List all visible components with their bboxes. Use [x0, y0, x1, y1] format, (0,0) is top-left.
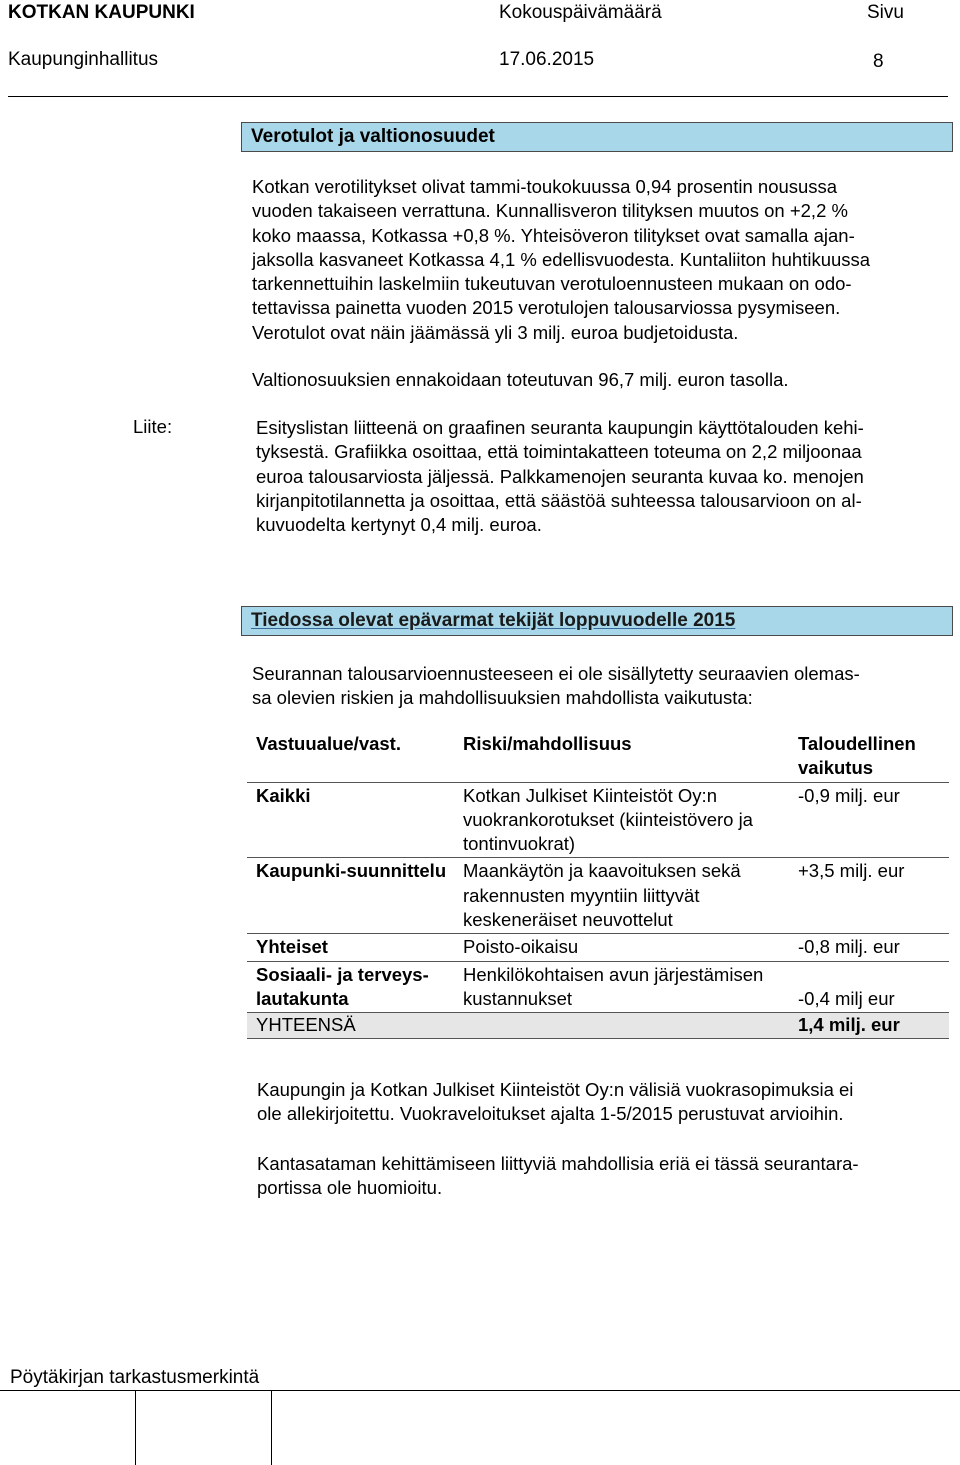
text-line: sa olevien riskien ja mahdollisuuksien mahdollista vaikutusta: [252, 687, 753, 709]
text-line: jaksolla kasvaneet Kotkassa 4,1 % edellisvuodesta. Kuntaliiton huhtikuussa [252, 248, 871, 270]
text-line: Seurannan talousarvioennusteeseen ei ole sisällytetty seuraavien olemas- [252, 663, 860, 684]
text-line: Valtionosuuksien ennakoidaan toteutuvan 96,7 milj. euron tasolla. [252, 369, 789, 390]
lease-note [257, 1078, 947, 1127]
organization-name: KOTKAN KAUPUNKI [8, 2, 195, 23]
body-name: Kaupunginhallitus [8, 49, 159, 70]
header-divider [8, 96, 948, 97]
table-header-row [247, 731, 949, 782]
section-heading-tax-revenue: Verotulot ja valtionosuudet [241, 122, 953, 152]
cell-area: Kaupunki-suunnittelu [247, 858, 454, 934]
text-line: tarkennettuihin laskelmiin tukeutuvan verotuloennusteen mukaan on odo- [252, 273, 852, 295]
attachment-paragraph [256, 416, 946, 537]
cell-risk: Henkilökohtaisen avun järjestämisen kustannukset [454, 961, 788, 1013]
section-heading-uncertainties: Tiedossa olevat epävarmat tekijät loppuvuodelle 2015 [241, 606, 953, 636]
text-line: koko maassa, Kotkassa +0,8 %. Yhteisöveron tilitykset ovat samalla ajan- [252, 224, 855, 246]
cell-area: Kaikki [247, 782, 454, 858]
text-line: kirjanpitotilannetta ja osoittaa, että säästöä suhteessa talousarvioon on al- [256, 489, 862, 511]
column-header-risk: Riski/mahdollisuus [463, 733, 632, 754]
total-impact: 1,4 milj. eur [788, 1013, 949, 1038]
table-total-row [247, 1013, 949, 1038]
cell-impact: -0,4 milj eur [798, 987, 895, 1009]
page-number: 8 [873, 51, 884, 72]
text-line: Kaupungin ja Kotkan Julkiset Kiinteistöt Oy:n välisiä vuokrasopimuksia ei [257, 1079, 854, 1100]
tax-paragraph [252, 175, 942, 345]
table-row [247, 961, 949, 1013]
total-label: YHTEENSÄ [247, 1013, 454, 1038]
total-empty-cell [454, 1013, 788, 1038]
cell-impact: -0,9 milj. eur [788, 782, 949, 858]
cell-impact: +3,5 milj. eur [788, 858, 949, 934]
cell-area: Yhteiset [247, 934, 454, 961]
harbour-note [257, 1152, 947, 1201]
meeting-date-label: Kokouspäivämäärä [499, 2, 662, 23]
text-line: kuvuodelta kertynyt 0,4 milj. euroa. [256, 514, 542, 536]
table-row [247, 782, 949, 858]
text-line: Verotulot ovat näin jäämässä yli 3 milj. euroa budjetoidusta. [252, 321, 739, 343]
text-line: euroa talousarviosta jäljessä. Palkkamenojen seuranta kuvaa ko. menojen [256, 465, 864, 487]
uncertainties-intro [252, 662, 942, 711]
page-label: Sivu [867, 2, 904, 23]
table-row [247, 934, 949, 961]
column-header-impact: Taloudellinen vaikutus [798, 733, 916, 779]
text-line: vuoden takaiseen verrattuna. Kunnallisveron tilityksen muutos on +2,2 % [252, 200, 848, 222]
text-line: ole allekirjoitettu. Vuokraveloitukset ajalta 1-5/2015 perustuvat arvioihin. [257, 1103, 844, 1125]
meeting-date: 17.06.2015 [499, 49, 595, 70]
table-row [247, 858, 949, 934]
minutes-check-label: Pöytäkirjan tarkastusmerkintä [10, 1367, 260, 1388]
column-header-area: Vastuualue/vast. [256, 733, 401, 754]
text-line: tettavissa painetta vuoden 2015 verotulojen talousarviossa pysymiseen. [252, 297, 841, 319]
cell-risk: Maankäytön ja kaavoituksen sekä rakennusten myyntiin liittyvät keskeneräiset neuvottelut [454, 858, 788, 934]
text-line: Kotkan verotilitykset olivat tammi-toukokuussa 0,94 prosentin nousussa [252, 176, 838, 197]
text-line: Esityslistan liitteenä on graafinen seuranta kaupungin käyttötalouden kehi- [256, 417, 864, 438]
footer-divider [0, 1390, 960, 1391]
cell-impact-wrap [788, 961, 949, 1013]
signature-box-divider [271, 1390, 272, 1465]
signature-box-divider [135, 1390, 136, 1465]
cell-impact: -0,8 milj. eur [788, 934, 949, 961]
cell-area: Sosiaali- ja terveys-lautakunta [247, 961, 454, 1013]
risk-table [247, 731, 949, 1039]
text-line: tyksestä. Grafiikka osoittaa, että toimintakatteen toteuma on 2,2 miljoonaa [256, 441, 862, 463]
state-subsidy-paragraph [252, 368, 942, 392]
text-line: Kantasataman kehittämiseen liittyviä mahdollisia eriä ei tässä seurantara- [257, 1153, 859, 1174]
attachment-label: Liite: [133, 416, 173, 437]
text-line: portissa ole huomioitu. [257, 1177, 443, 1199]
cell-risk: Poisto-oikaisu [454, 934, 788, 961]
cell-risk: Kotkan Julkiset Kiinteistöt Oy:n vuokrankorotukset (kiinteistövero ja tontinvuokrat) [454, 782, 788, 858]
